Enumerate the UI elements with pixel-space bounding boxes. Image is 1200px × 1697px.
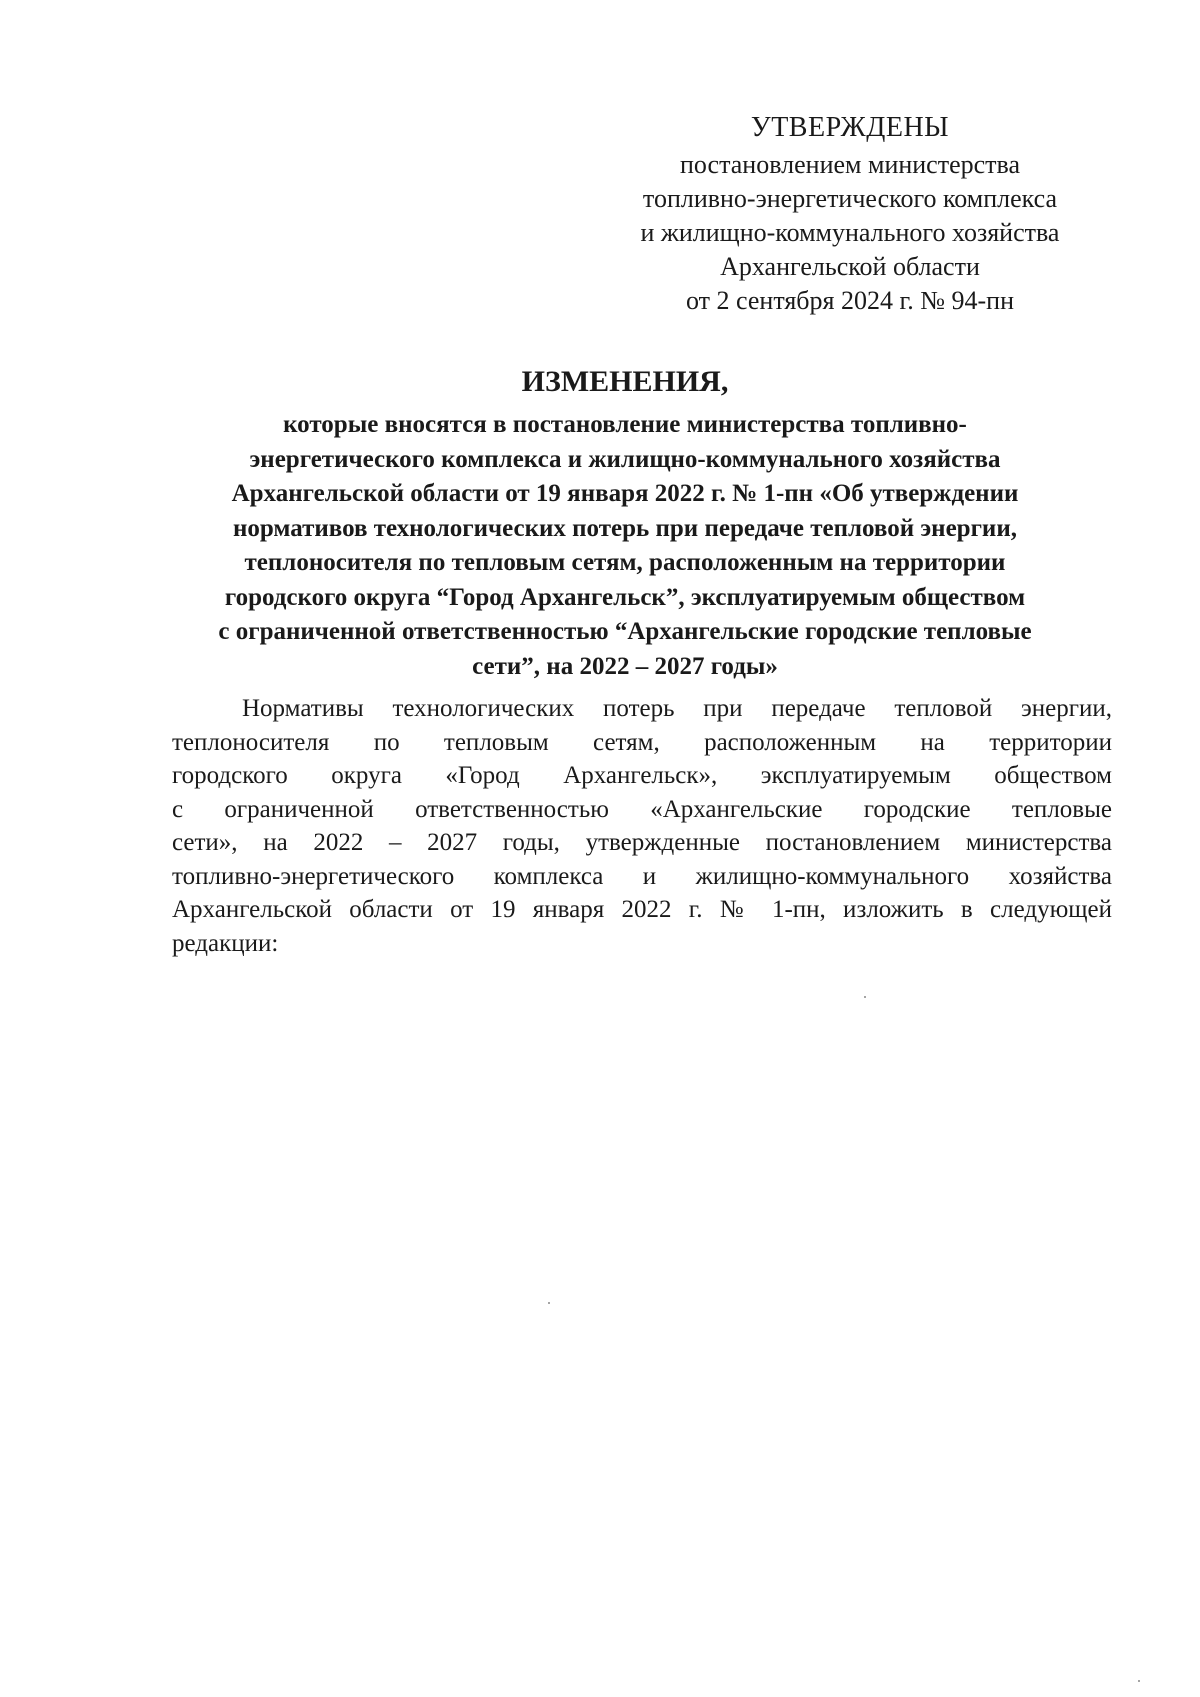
heading-line: городского округа “Город Архангельск”, эксплуатируемым обществом [224,583,1026,611]
heading-line: Архангельской области от 19 января 2022 г. № 1-пн «Об утверждении [231,480,1019,507]
heading-line: теплоносителя по тепловым сетям, расположенным на территории [244,549,1006,576]
approval-line: Архангельской области [720,252,980,281]
heading-title: ИЗМЕНЕНИЯ, [521,365,729,398]
paragraph-line: городского округа «Город Архангельск», эксплуатируемым обществом [172,762,1112,789]
document-heading [120,362,1130,684]
scan-speck [1138,1680,1140,1682]
approval-line: и жилищно-коммунального хозяйства [640,218,1060,247]
heading-line: нормативов технологических потерь при передаче тепловой энергии, [232,514,1017,542]
paragraph-line: редакции: [172,929,279,957]
body-paragraph [172,692,1112,960]
paragraph-line: сети», на 2022 – 2027 годы, утвержденные постановлением министерства [172,829,1112,856]
paragraph-line: с ограниченной ответственностью «Архангельские городские тепловые [172,795,1112,823]
scan-speck [548,1302,550,1304]
approval-line: топливно-энергетического комплекса [642,184,1058,213]
scan-speck [864,996,866,998]
paragraph-line: теплоносителя по тепловым сетям, расположенным на территории [172,728,1112,756]
paragraph-line: Нормативы технологических потерь при передаче тепловой энергии, [242,695,1112,722]
approval-line: от 2 сентября 2024 г. № 94-пн [685,286,1015,315]
paragraph-line: Архангельской области от 19 января 2022 г. № 1-пн, изложить в следующей [172,896,1112,923]
paragraph-line: топливно-энергетического комплекса и жилищно-коммунального хозяйства [172,862,1112,890]
approval-line: постановлением министерства [679,150,1021,179]
heading-line: энергетического комплекса и жилищно-коммунального хозяйства [249,445,1001,473]
heading-line: которые вносятся в постановление министерства топливно- [283,411,967,438]
heading-line: с ограниченной ответственностью “Архангельские городские тепловые [218,618,1032,645]
heading-line: сети”, на 2022 – 2027 годы» [472,652,778,680]
approval-title: УТВЕРЖДЕНЫ [750,112,950,143]
approval-block [600,108,1100,318]
